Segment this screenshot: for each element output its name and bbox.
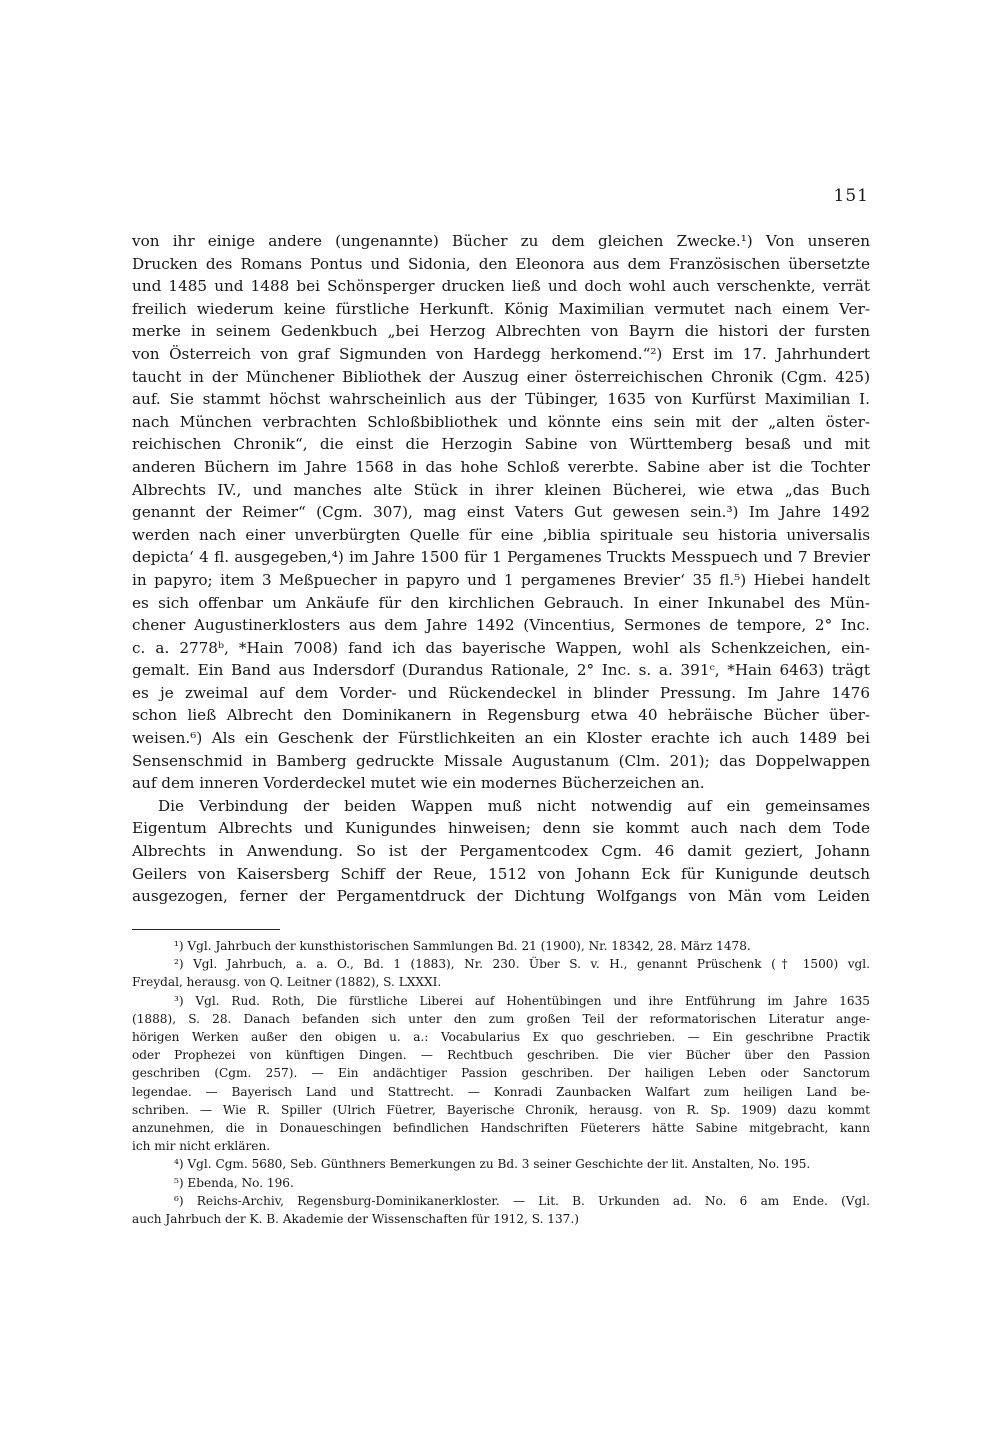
text-line: auf dem inneren Vorderdeckel mutet wie ein modernes Bücherzeichen an. [132, 774, 705, 793]
text-line: auf. Sie stammt höchst wahrscheinlich aus der Tübinger, 1635 von Kurfürst Maximilian I. [132, 390, 870, 409]
footnote-line: ¹) Vgl. Jahrbuch der kunsthistorischen Sammlungen Bd. 21 (1900), Nr. 18342, 28. März 1478. [174, 939, 751, 953]
main-text [132, 230, 870, 908]
text-line: genannt der Reimer“ (Cgm. 307), mag einst Vaters Gut gewesen sein.³) Im Jahre 1492 [132, 503, 870, 522]
footnote-separator [132, 929, 280, 930]
page-number: 151 [833, 186, 869, 206]
text-line: taucht in der Münchener Bibliothek der Auszug einer österreichischen Chronik (Cgm. 425) [132, 367, 870, 386]
text-line: Eigentum Albrechts und Kunigundes hinweisen; denn sie kommt auch nach dem Tode [132, 819, 870, 838]
text-line: Geilers von Kaisersberg Schiff der Reue, 1512 von Johann Eck für Kunigunde deutsch [132, 864, 870, 883]
paragraph-1 [132, 230, 870, 795]
footnote-line: (1888), S. 28. Danach befanden sich unter den zum großen Teil der reformatorischen Literatur ange- [132, 1011, 870, 1026]
text-line: ausgezogen, ferner der Pergamentdruck der Dichtung Wolfgangs von Män vom Leiden [132, 887, 870, 906]
footnote-line: ²) Vgl. Jahrbuch, a. a. O., Bd. 1 (1883), Nr. 230. Über S. v. H., genannt Prüschenk († 1500) vgl. [174, 957, 870, 972]
footnote-line: ⁴) Vgl. Cgm. 5680, Seb. Günthners Bemerkungen zu Bd. 3 seiner Geschichte der lit. Anstalten, No. 195. [174, 1157, 811, 1172]
footnote-2 [132, 955, 870, 991]
text-line: von ihr einige andere (ungenannte) Bücher zu dem gleichen Zwecke.¹) Von unseren [132, 232, 870, 250]
footnote-line: geschriben (Cgm. 257). — Ein andächtiger Passion geschriben. Der hailigen Leben oder Sanctorum [132, 1066, 870, 1081]
footnote-line: ⁶) Reichs-Archiv, Regensburg-Dominikanerkloster. — Lit. B. Urkunden ad. No. 6 am Ende. (Vgl. [174, 1193, 870, 1208]
text-line: c. a. 2778ᵇ, *Hain 7008) fand ich das bayerische Wappen, wohl als Schenkzeichen, ein- [132, 638, 870, 657]
text-line: Sensenschmid in Bamberg gedruckte Missale Augustanum (Clm. 201); das Doppelwappen [132, 751, 870, 770]
footnotes [132, 937, 870, 1228]
footnote-1 [132, 937, 870, 955]
text-line: werden nach einer unverbürgten Quelle für eine ‚biblia spirituale seu historia universalis [132, 525, 870, 544]
footnote-5 [132, 1174, 870, 1192]
footnote-line: ⁵) Ebenda, No. 196. [174, 1175, 294, 1190]
text-line: Drucken des Romans Pontus und Sidonia, den Eleonora aus dem Französischen übersetzte [132, 254, 870, 273]
footnote-line: oder Prophezei von künftigen Dingen. — Rechtbuch geschriben. Die vier Bücher über den Passion [132, 1048, 870, 1063]
text-line: chener Augustinerklosters aus dem Jahre 1492 (Vincentius, Sermones de tempore, 2° Inc. [132, 616, 870, 635]
text-line: Albrechts in Anwendung. So ist der Pergamentcodex Cgm. 46 damit geziert, Johann [132, 842, 870, 861]
footnote-line: legendae. — Bayerisch Land und Stattrecht. — Konradi Zaunbacken Walfart zum heiligen Land be- [132, 1084, 870, 1099]
text-line: reichischen Chronik“, die einst die Herzogin Sabine von Württemberg besaß und mit [132, 435, 870, 454]
text-line: Die Verbindung der beiden Wappen muß nicht notwendig auf ein gemeinsames [158, 796, 870, 815]
text-line: und 1485 und 1488 bei Schönsperger drucken ließ und doch wohl auch verschenkte, verrät [132, 277, 870, 296]
text-line: schon ließ Albrecht den Dominikanern in Regensburg etwa 40 hebräische Bücher über- [132, 706, 870, 725]
text-line: weisen.⁶) Als ein Geschenk der Fürstlichkeiten an ein Kloster erachte ich auch 1489 bei [132, 729, 870, 748]
footnote-line: ³) Vgl. Rud. Roth, Die fürstliche Liberei auf Hohentübingen und ihre Entführung im Jahre 1635 [174, 993, 870, 1008]
paragraph-2 [132, 795, 870, 908]
text-line: anderen Büchern im Jahre 1568 in das hohe Schloß vererbte. Sabine aber ist die Tochter [132, 457, 870, 476]
footnote-line: Freydal, herausg. von Q. Leitner (1882), S. LXXXI. [132, 975, 442, 990]
text-line: von Österreich von graf Sigmunden von Hardegg herkomend.“²) Erst im 17. Jahrhundert [132, 344, 870, 363]
text-line: gemalt. Ein Band aus Indersdorf (Durandus Rationale, 2° Inc. s. a. 391ᶜ, *Hain 6463) trägt [132, 661, 870, 680]
text-line: merke in seinem Gedenkbuch „bei Herzog Albrechten von Bayrn die histori der fursten [132, 322, 870, 341]
footnote-line: auch Jahrbuch der K. B. Akademie der Wissenschaften für 1912, S. 137.) [132, 1212, 579, 1227]
text-line: es je zweimal auf dem Vorder- und Rückendeckel in blinder Pressung. Im Jahre 1476 [132, 683, 870, 702]
footnote-line: schriben. — Wie R. Spiller (Ulrich Füetrer, Bayerische Chronik, herausg. von R. Sp. 1909) dazu kommt [132, 1102, 870, 1117]
text-line: nach München verbrachten Schloßbibliothek und könnte eins sein mit der „alten öster- [132, 412, 870, 431]
footnote-3 [132, 992, 870, 1156]
text-line: Albrechts IV., und manches alte Stück in ihrer kleinen Bücherei, wie etwa „das Buch [132, 480, 870, 499]
footnote-line: anzunehmen, die in Donaueschingen befindlichen Handschriften Füeterers hätte Sabine mitgebracht, kann [132, 1121, 870, 1136]
footnote-6 [132, 1192, 870, 1228]
text-line: depicta‘ 4 fl. ausgegeben,⁴) im Jahre 1500 für 1 Pergamenes Truckts Messpuech und 7 Brevier [132, 548, 870, 567]
text-line: freilich wiederum keine fürstliche Herkunft. König Maximilian vermutet nach einem Ver- [132, 299, 870, 318]
text-line: es sich offenbar um Ankäufe für den kirchlichen Gebrauch. In einer Inkunabel des Mün- [132, 593, 870, 612]
footnote-4 [132, 1155, 870, 1173]
text-line: in papyro; item 3 Meßpuecher in papyro und 1 pergamenes Brevier‘ 35 fl.⁵) Hiebei handelt [132, 570, 870, 589]
footnote-line: hörigen Werken außer den obigen u. a.: Vocabularius Ex quo geschrieben. — Ein geschribne Practik [132, 1030, 870, 1045]
footnote-line: ich mir nicht erklären. [132, 1139, 271, 1154]
